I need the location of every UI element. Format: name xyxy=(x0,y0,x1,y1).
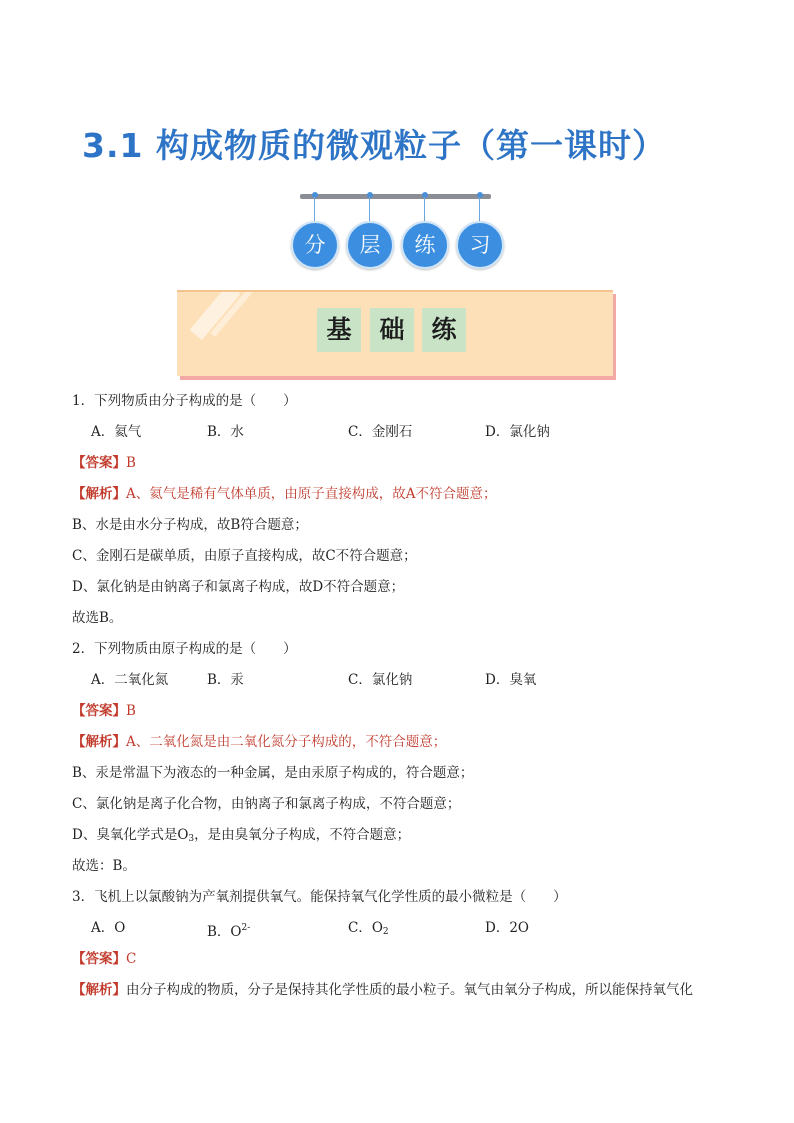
answer-value: B xyxy=(126,703,136,719)
analysis-line: C、氯化钠是离子化合物，由钠离子和氯离子构成，不符合题意； xyxy=(72,796,461,812)
rod-knob xyxy=(477,192,483,198)
hanging-rod xyxy=(300,194,491,199)
question-options xyxy=(72,423,732,454)
option-text: B．O xyxy=(207,924,242,940)
analysis-line: D、氯化钠是由钠离子和氯离子构成，故D不符合题意； xyxy=(72,579,405,595)
subscript: 2 xyxy=(382,927,389,937)
answer-line xyxy=(72,702,732,733)
hanging-string xyxy=(424,197,425,223)
analysis-line: C、金刚石是碳单质，由原子直接构成，故C不符合题意； xyxy=(72,548,417,564)
analysis-text: A、氦气是稀有气体单质，由原子直接构成，故A不符合题意； xyxy=(126,486,497,502)
question-list xyxy=(72,392,732,1012)
analysis-line xyxy=(72,733,732,764)
analysis-line: 故选B。 xyxy=(72,610,123,626)
section-char: 基 xyxy=(317,308,361,352)
analysis-tag: 【解析】 xyxy=(72,982,126,998)
banner-char: 习 xyxy=(456,221,504,269)
answer-value: C xyxy=(126,951,137,967)
option-b: B．水 xyxy=(207,424,244,440)
rod-knob xyxy=(312,192,318,198)
option-c: C．氯化钠 xyxy=(348,672,413,688)
option-a: A．O xyxy=(91,920,126,936)
analysis-line: B、水是由水分子构成，故B符合题意； xyxy=(72,517,308,533)
analysis-text: ，是由臭氧分子构成，不符合题意； xyxy=(194,827,411,843)
analysis-text: D、臭氧化学式是O xyxy=(72,827,189,843)
option-a: A．氦气 xyxy=(91,424,142,440)
option-b: B．汞 xyxy=(207,672,244,688)
answer-tag: 【答案】 xyxy=(72,951,126,967)
answer-value: B xyxy=(126,455,136,471)
hanging-string xyxy=(369,197,370,223)
option-d: D．氯化钠 xyxy=(485,424,550,440)
page-title: 3.1 构成物质的微观粒子（第一课时） xyxy=(82,126,666,165)
superscript: 2- xyxy=(241,923,251,933)
analysis-line: B、汞是常温下为液态的一种金属，是由汞原子构成的，符合题意； xyxy=(72,765,474,781)
analysis-line xyxy=(72,826,732,857)
layered-practice-banner xyxy=(288,192,504,270)
question-stem: 2．下列物质由原子构成的是（ ） xyxy=(72,641,297,657)
question-options xyxy=(72,671,732,702)
option-c: C．金刚石 xyxy=(348,424,413,440)
answer-line xyxy=(72,454,732,485)
answer-tag: 【答案】 xyxy=(72,703,126,719)
analysis-text: 由分子构成的物质，分子是保持其化学性质的最小粒子。氧气由氧分子构成，所以能保持氧气化 xyxy=(126,982,693,998)
answer-tag: 【答案】 xyxy=(72,455,126,471)
basic-practice-header xyxy=(177,290,613,376)
question-options xyxy=(72,919,732,950)
subscript: 3 xyxy=(188,834,195,844)
option-d: D．臭氧 xyxy=(485,672,537,688)
question-stem: 1．下列物质由分子构成的是（ ） xyxy=(72,393,297,409)
question-stem: 3．飞机上以氯酸钠为产氧剂提供氧气。能保持氧气化学性质的最小微粒是（ ） xyxy=(72,889,567,905)
analysis-line xyxy=(72,485,732,516)
hanging-string xyxy=(479,197,480,223)
analysis-tag: 【解析】 xyxy=(72,734,126,750)
option-a: A．二氧化氮 xyxy=(91,672,169,688)
banner-char: 层 xyxy=(346,221,394,269)
section-char: 础 xyxy=(370,308,414,352)
answer-line xyxy=(72,950,732,981)
option-c xyxy=(348,919,389,941)
option-b xyxy=(207,919,250,941)
banner-char: 练 xyxy=(401,221,449,269)
rod-knob xyxy=(367,192,373,198)
rod-knob xyxy=(422,192,428,198)
option-d: D．2O xyxy=(485,920,529,936)
hanging-string xyxy=(314,197,315,223)
analysis-line xyxy=(72,981,732,1012)
analysis-line: 故选：B。 xyxy=(72,858,136,874)
section-char: 练 xyxy=(422,308,466,352)
analysis-text: A、二氧化氮是由二氧化氮分子构成的，不符合题意； xyxy=(126,734,447,750)
banner-char: 分 xyxy=(291,221,339,269)
analysis-tag: 【解析】 xyxy=(72,486,126,502)
option-text: C．O xyxy=(348,920,383,936)
